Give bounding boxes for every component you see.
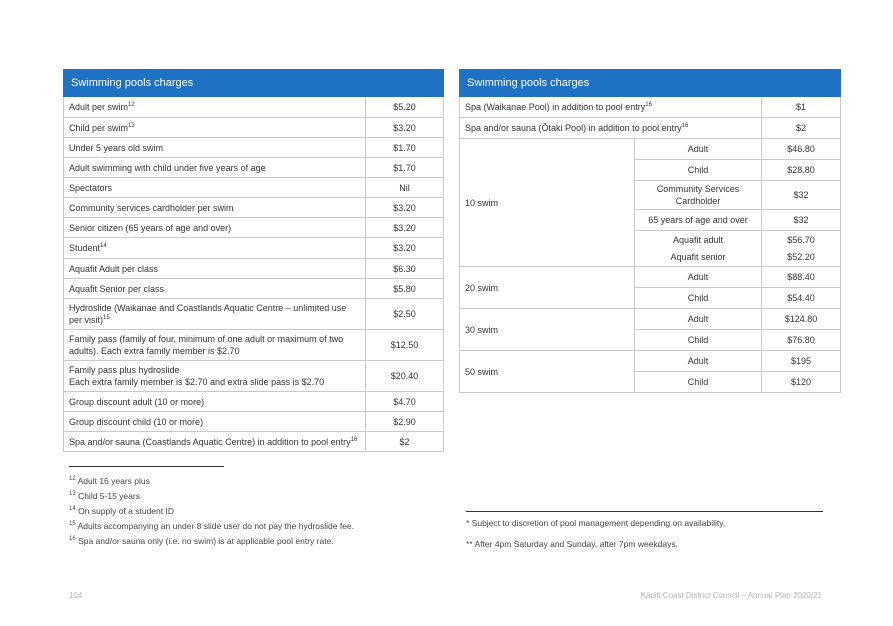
left-table-title: Swimming pools charges bbox=[64, 70, 444, 97]
pass-group-name: 30 swim bbox=[460, 309, 635, 351]
pass-value bbox=[762, 267, 841, 288]
pass-category-text-2: Aquafit senior bbox=[670, 252, 726, 262]
charge-label bbox=[64, 412, 366, 432]
table-row bbox=[64, 198, 444, 218]
charge-label-text: Spa and/or sauna (Coastlands Aquatic Centre) in addition to pool entry bbox=[69, 436, 351, 447]
table-row bbox=[64, 412, 444, 432]
charge-value: $2 bbox=[366, 432, 444, 452]
table-row bbox=[64, 138, 444, 158]
pass-value bbox=[762, 139, 841, 160]
pass-value bbox=[762, 288, 841, 309]
table-row bbox=[64, 259, 444, 279]
pass-category bbox=[635, 210, 762, 231]
charge-value: $3.20 bbox=[366, 118, 444, 138]
charge-value: $1 bbox=[762, 97, 841, 118]
charge-value: $4.70 bbox=[366, 392, 444, 412]
notes-rule bbox=[466, 511, 823, 512]
charge-value: $2 bbox=[762, 118, 841, 139]
footnote-number: 14 bbox=[69, 506, 76, 513]
pass-category bbox=[635, 139, 762, 160]
charge-label-text: Adult swimming with child under five years of age bbox=[69, 162, 266, 173]
charge-label bbox=[64, 392, 366, 412]
table-row bbox=[64, 299, 444, 330]
table-row bbox=[64, 279, 444, 299]
table-row bbox=[64, 218, 444, 238]
pass-group-name: 50 swim bbox=[460, 351, 635, 393]
footnote-ref: 16 bbox=[350, 436, 358, 443]
charge-label-text: Student bbox=[69, 243, 101, 253]
table-row bbox=[64, 238, 444, 259]
table-row bbox=[460, 97, 841, 118]
charge-label-text-line2: Each extra family member is $2.70 and extra slide pass is $2.70 bbox=[69, 377, 325, 387]
pass-category bbox=[635, 351, 762, 372]
pass-value bbox=[762, 210, 841, 231]
charge-value: $6.30 bbox=[366, 259, 444, 279]
pass-value-text: $56.70 bbox=[787, 235, 815, 245]
charge-value: Nil bbox=[366, 178, 444, 198]
pass-value-text: $32 bbox=[793, 190, 809, 200]
charge-label bbox=[64, 238, 366, 259]
pass-group-name: 20 swim bbox=[460, 267, 635, 309]
footnote-text: On supply of a student ID bbox=[78, 506, 174, 516]
note-hours: ** After 4pm Saturday and Sunday, after 7pm weekdays. bbox=[466, 539, 678, 549]
table-row bbox=[64, 97, 444, 118]
pass-category-text: Child bbox=[687, 165, 709, 175]
footnote-text: Adults accompanying an under 8 slide user do not pay the hydroslide fee. bbox=[77, 521, 355, 531]
pass-value-text: $195 bbox=[790, 356, 812, 366]
charge-label-text: Aquafit Senior per class bbox=[69, 283, 165, 294]
pass-category-text: Community Services Cardholder bbox=[656, 184, 740, 206]
pass-category-text: Child bbox=[687, 293, 709, 303]
pass-value-text: $46.80 bbox=[787, 144, 815, 154]
charge-label-text: Spectators bbox=[69, 182, 113, 193]
page-number: 104 bbox=[69, 591, 83, 600]
charge-label bbox=[460, 97, 762, 118]
pass-category-text: Child bbox=[687, 377, 709, 387]
charge-value: $20.40 bbox=[366, 361, 444, 392]
footnote bbox=[69, 491, 140, 501]
charge-label bbox=[64, 118, 366, 138]
charge-label bbox=[64, 218, 366, 238]
pass-value-text: $54.40 bbox=[787, 293, 815, 303]
pass-category-text: 65 years of age and over bbox=[648, 215, 748, 225]
charge-label bbox=[64, 158, 366, 178]
pass-group-name: 10 swim bbox=[460, 139, 635, 267]
charge-label bbox=[460, 118, 762, 139]
pass-category-text: Adult bbox=[687, 144, 709, 154]
charge-value: $2.90 bbox=[366, 412, 444, 432]
pass-category bbox=[635, 288, 762, 309]
pass-category-text: Aquafit adult bbox=[672, 235, 724, 245]
footnote bbox=[69, 521, 354, 531]
right-charges-table bbox=[459, 69, 841, 393]
table-row bbox=[64, 361, 444, 392]
table-row bbox=[64, 158, 444, 178]
charge-label-text: Group discount child (10 or more) bbox=[69, 416, 204, 427]
pass-value-text: $124.80 bbox=[784, 314, 818, 324]
footnote-ref: 16 bbox=[645, 102, 652, 108]
charge-label-text: Under 5 years old swim bbox=[69, 142, 164, 153]
footnote-ref: 12 bbox=[128, 102, 135, 108]
pass-category bbox=[635, 231, 762, 267]
table-row bbox=[460, 309, 841, 330]
pass-category-text: Adult bbox=[687, 356, 709, 366]
table-row bbox=[460, 118, 841, 139]
pass-category bbox=[635, 181, 762, 210]
line-gap bbox=[640, 246, 756, 251]
footnote-ref: 14 bbox=[100, 243, 107, 249]
pass-value bbox=[762, 181, 841, 210]
pass-value-text: $88.40 bbox=[787, 272, 815, 282]
charge-label bbox=[64, 279, 366, 299]
charge-label-text: Hydroslide (Waikanae and Coastlands Aquatic Centre – unlimited use per visit) bbox=[69, 303, 347, 325]
pass-category bbox=[635, 267, 762, 288]
charge-value: $2.50 bbox=[366, 299, 444, 330]
charge-value: $3.20 bbox=[366, 218, 444, 238]
pass-value-text: $32 bbox=[793, 215, 809, 225]
footnote bbox=[69, 536, 334, 546]
charge-value: $5.80 bbox=[366, 279, 444, 299]
pass-category bbox=[635, 309, 762, 330]
charge-label-text: Adult per swim bbox=[69, 102, 129, 112]
table-row bbox=[460, 267, 841, 288]
charge-label-text: Family pass plus hydroslide bbox=[69, 365, 180, 375]
footnote bbox=[69, 476, 150, 486]
pass-value bbox=[762, 351, 841, 372]
charge-label bbox=[64, 178, 366, 198]
charge-label bbox=[64, 361, 366, 392]
pass-category-text: Adult bbox=[687, 272, 709, 282]
footnote-ref: 16 bbox=[681, 123, 689, 129]
charge-value: $3.20 bbox=[366, 238, 444, 259]
pass-value bbox=[762, 309, 841, 330]
footnote-ref: 15 bbox=[103, 315, 110, 321]
table-row bbox=[460, 139, 841, 160]
charge-label-text: Spa and/or sauna (Ōtaki Pool) in addition to pool entry bbox=[465, 123, 682, 133]
footnote-text: Spa and/or sauna only (i.e. no swim) is at applicable pool entry rate. bbox=[78, 536, 334, 546]
table-row bbox=[64, 392, 444, 412]
pass-category-text: Adult bbox=[687, 314, 709, 324]
charge-label bbox=[64, 97, 366, 118]
footnote bbox=[69, 506, 174, 516]
charge-label-text: Spa (Waikanae Pool) in addition to pool entry bbox=[465, 102, 646, 112]
right-table-title: Swimming pools charges bbox=[460, 70, 841, 97]
charge-value: $1.70 bbox=[366, 158, 444, 178]
pass-value bbox=[762, 330, 841, 351]
charge-value: $5.20 bbox=[366, 97, 444, 118]
pass-category-text: Child bbox=[687, 335, 709, 345]
footnote-text: Adult 16 years plus bbox=[77, 476, 150, 486]
charge-value: $3.20 bbox=[366, 198, 444, 218]
footnote-number: 15 bbox=[69, 521, 76, 528]
charge-label bbox=[64, 299, 366, 330]
footnote-number: 12 bbox=[69, 476, 76, 483]
charge-label bbox=[64, 432, 366, 452]
charge-label-text: Group discount adult (10 or more) bbox=[69, 396, 205, 407]
pass-value-text-2: $52.20 bbox=[787, 252, 815, 262]
charge-label-text: Aquafit Adult per class bbox=[69, 263, 159, 274]
charge-label bbox=[64, 198, 366, 218]
charge-value: $1.70 bbox=[366, 138, 444, 158]
pass-category bbox=[635, 372, 762, 393]
footnote-number: 16 bbox=[69, 536, 76, 543]
pass-value-text: $120 bbox=[790, 377, 812, 387]
note-availability: * Subject to discretion of pool management depending on availability. bbox=[466, 518, 726, 528]
pass-value bbox=[762, 231, 841, 267]
table-row bbox=[64, 432, 444, 452]
footnote-rule bbox=[69, 466, 224, 467]
charge-label bbox=[64, 259, 366, 279]
footnote-number: 13 bbox=[69, 491, 76, 498]
pass-value-text: $28.80 bbox=[787, 165, 815, 175]
footnote-ref: 13 bbox=[128, 122, 135, 129]
pass-value bbox=[762, 372, 841, 393]
charge-label-text: Community services cardholder per swim bbox=[69, 202, 234, 213]
footer-title: Kāpiti Coast District Council – Annual Plan 2020/21 bbox=[640, 591, 822, 600]
line-gap bbox=[767, 246, 835, 251]
left-table-header bbox=[64, 70, 444, 97]
charge-label-text: Senior citizen (65 years of age and over) bbox=[69, 222, 232, 233]
table-row bbox=[460, 351, 841, 372]
table-row bbox=[64, 330, 444, 361]
charge-label-text: Child per swim bbox=[69, 122, 129, 133]
right-table-header bbox=[460, 70, 841, 97]
charge-label-text: Family pass (family of four, minimum of one adult or maximum of two adults). Each extra family member is $2.70 bbox=[69, 334, 344, 356]
table-row bbox=[64, 118, 444, 138]
charge-label bbox=[64, 330, 366, 361]
pass-value-text: $76.80 bbox=[787, 335, 815, 345]
table-row bbox=[64, 178, 444, 198]
charge-value: $12.50 bbox=[366, 330, 444, 361]
left-charges-table bbox=[63, 69, 444, 452]
pass-category bbox=[635, 160, 762, 181]
pass-category bbox=[635, 330, 762, 351]
footnote-text: Child 5-15 years bbox=[78, 491, 140, 501]
pass-value bbox=[762, 160, 841, 181]
charge-label bbox=[64, 138, 366, 158]
